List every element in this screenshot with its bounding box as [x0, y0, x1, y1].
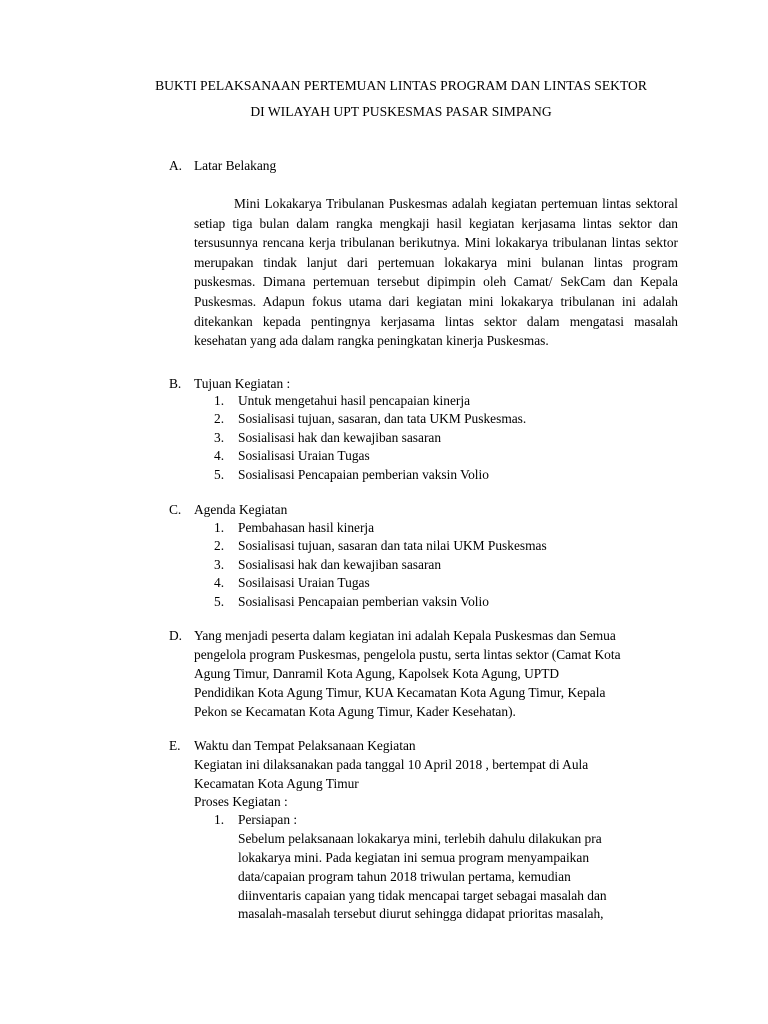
list-item-text: Sosialisasi tujuan, sasaran dan tata nilai UKM Puskesmas — [238, 538, 547, 554]
list-item-number: 5. — [214, 593, 225, 609]
section-b-list — [0, 392, 768, 484]
section-e-line-1: Kegiatan ini dilaksanakan pada tanggal 10 April 2018 , bertempat di Aula — [194, 757, 589, 772]
section-c-letter: C. — [169, 502, 182, 517]
section-a-heading: Latar Belakang — [194, 158, 277, 173]
list-item — [0, 466, 768, 484]
list-item — [0, 429, 768, 447]
section-c-list — [0, 519, 768, 611]
list-item — [0, 574, 768, 592]
list-item-text: Sosialisasi tujuan, sasaran, dan tata UKM Puskesmas. — [238, 411, 527, 427]
section-d-line-4: Pendidikan Kota Agung Timur, KUA Kecamatan Kota Agung Timur, Kepala — [194, 685, 606, 700]
document-title-line-1: BUKTI PELAKSANAAN PERTEMUAN LINTAS PROGRAM DAN LINTAS SEKTOR — [155, 78, 647, 93]
section-e-sub-line-4: diinventaris capaian yang tidak mencapai target sebagai masalah dan — [238, 888, 607, 903]
section-e-letter: E. — [169, 738, 181, 753]
list-item — [0, 392, 768, 410]
list-item-text: Sosialisasi Pencapaian pemberian vaksin Volio — [238, 593, 489, 609]
list-item — [0, 519, 768, 537]
section-e-sub-number: 1. — [214, 812, 225, 827]
list-item-number: 1. — [214, 520, 225, 535]
list-item — [0, 556, 768, 574]
section-d-line-3: Agung Timur, Danramil Kota Agung, Kapolsek Kota Agung, UPTD — [194, 666, 560, 681]
list-item-text: Untuk mengetahui hasil pencapaian kinerja — [238, 393, 471, 408]
section-d-letter: D. — [169, 628, 183, 643]
list-item-number: 2. — [214, 538, 225, 554]
section-a-paragraph: Mini Lokakarya Tribulanan Puskesmas adalah kegiatan pertemuan lintas sektoral setiap tiga bulan dalam rangka mengkaji hasil kegiatan kerjasama lintas sektor dan tersusunnya rencana kerja tribulanan berikutnya. Mini lokakarya tribulanan lintas sektor merupakan tindak lanjut dari pertemuan lokakarya mini bulanan lintas program puskesmas. Dimana pertemuan tersebut dipimpin oleh Camat/ SekCam dan Kepala Puskesmas. Adapun fokus utama dari kegiatan mini lokakarya tribulanan ini adalah ditekankan kepada pentingnya kerjasama lintas sektor dalam mengatasi masalah kesehatan yang ada dalam rangka peningkatan kinerja Puskesmas. — [194, 196, 678, 349]
list-item-number: 1. — [214, 393, 225, 408]
section-d-line-1: Yang menjadi peserta dalam kegiatan ini adalah Kepala Puskesmas dan Semua — [194, 628, 616, 643]
list-item-number: 3. — [214, 429, 225, 445]
list-item — [0, 410, 768, 428]
list-item-text: Sosialisasi hak dan kewajiban sasaran — [238, 556, 442, 572]
list-item-text: Sosialisasi Uraian Tugas — [238, 448, 370, 464]
section-e-sub-heading: Persiapan : — [238, 812, 298, 827]
list-item — [0, 537, 768, 555]
section-a-letter: A. — [169, 158, 183, 173]
section-b-letter: B. — [169, 376, 182, 391]
list-item-text: Sosialisasi Pencapaian pemberian vaksin Volio — [238, 466, 489, 482]
section-b-heading: Tujuan Kegiatan : — [194, 376, 291, 391]
list-item-text: Sosilaisasi Uraian Tugas — [238, 575, 370, 591]
list-item-text: Sosialisasi hak dan kewajiban sasaran — [238, 429, 442, 445]
list-item-number: 2. — [214, 411, 225, 427]
list-item-text: Pembahasan hasil kinerja — [238, 520, 375, 535]
section-e-line-2: Kecamatan Kota Agung Timur — [194, 776, 359, 791]
section-d-line-5: Pekon se Kecamatan Kota Agung Timur, Kader Kesehatan). — [194, 704, 516, 719]
list-item — [0, 593, 768, 611]
section-c-heading: Agenda Kegiatan — [194, 502, 288, 517]
section-e-sub-line-3: data/capaian program tahun 2018 triwulan pertama, kemudian — [238, 869, 571, 884]
section-e-sub-line-1: Sebelum pelaksanaan lokakarya mini, terlebih dahulu dilakukan pra — [238, 831, 602, 846]
section-e-sub-line-2: lokakarya mini. Pada kegiatan ini semua program menyampaikan — [238, 850, 590, 865]
section-d-line-2: pengelola program Puskesmas, pengelola pustu, serta lintas sektor (Camat Kota — [194, 647, 621, 662]
list-item-number: 5. — [214, 466, 225, 482]
document-title-line-2: DI WILAYAH UPT PUSKESMAS PASAR SIMPANG — [250, 104, 552, 119]
list-item — [0, 447, 768, 465]
list-item-number: 3. — [214, 556, 225, 572]
section-e-heading: Waktu dan Tempat Pelaksanaan Kegiatan — [194, 738, 416, 753]
list-item-number: 4. — [214, 448, 225, 464]
section-e-line-3: Proses Kegiatan : — [194, 794, 288, 809]
list-item-number: 4. — [214, 575, 225, 591]
section-e-sub-line-5: masalah-masalah tersebut diurut sehingga didapat prioritas masalah, — [238, 906, 604, 921]
